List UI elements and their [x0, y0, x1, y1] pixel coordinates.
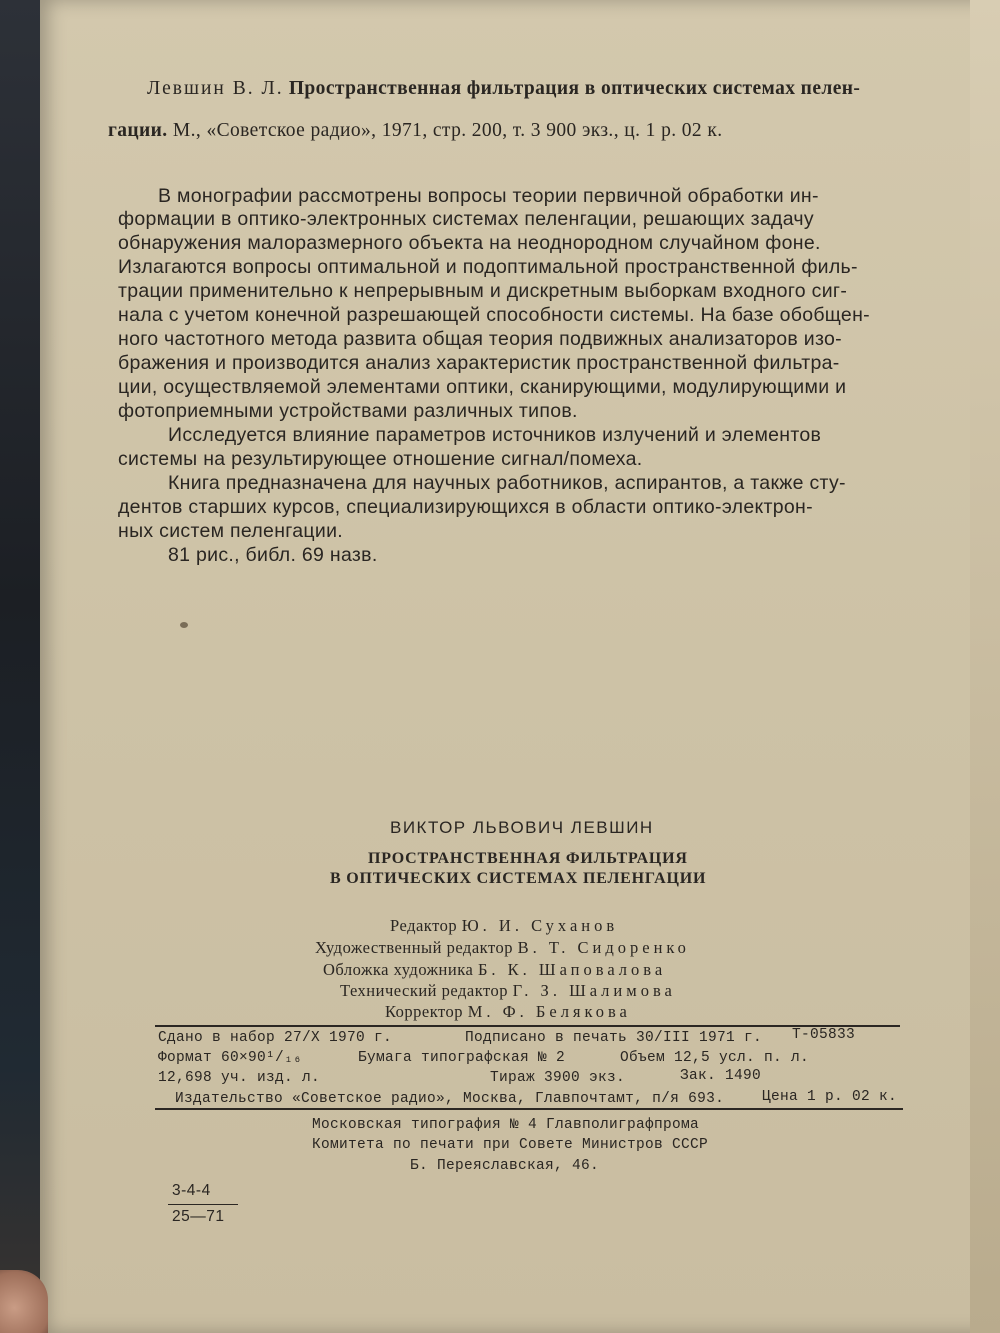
biblio-title: Пространственная фильтрация в оптических системах пелен-: [288, 78, 861, 99]
imprint-paper: Бумага типографская № 2: [358, 1050, 566, 1066]
printer-line-3: Б. Переяславская, 46.: [410, 1158, 600, 1174]
credit-role: Технический редактор: [340, 981, 508, 1000]
printer-line-1: Московская типография № 4 Главполиграфпрома: [312, 1117, 700, 1133]
paper-speck: [180, 622, 188, 628]
abstract-line: Излагаются вопросы оптимальной и подоптимальной пространственной филь-: [118, 256, 858, 278]
credit-name: Г. З. Шалимова: [512, 981, 676, 1000]
index-code-divider: [168, 1204, 238, 1205]
imprint-volume: Объем 12,5 усл. п. л.: [620, 1050, 810, 1066]
abstract-line: формации в оптико-электронных системах пеленгации, решающих задачу: [118, 208, 814, 230]
credit-role: Обложка художника: [323, 960, 474, 979]
imprint-signed: Подписано в печать 30/III 1971 г.: [465, 1030, 763, 1046]
index-code-top: 3-4-4: [172, 1182, 211, 1199]
colophon-title-line1: ПРОСТРАНСТВЕННАЯ ФИЛЬТРАЦИЯ: [368, 850, 688, 867]
credit-role: Художественный редактор: [315, 938, 513, 957]
abstract-line: 81 рис., библ. 69 назв.: [168, 544, 378, 566]
imprint-order: Зак. 1490: [680, 1068, 762, 1084]
credit-art-editor: [315, 938, 690, 958]
credit-proofreader: [385, 1002, 631, 1022]
colophon-author: ВИКТОР ЛЬВОВИЧ ЛЕВШИН: [390, 818, 654, 837]
credit-name: Б. К. Шаповалова: [477, 960, 667, 979]
imprint-permit: Т-05833: [792, 1027, 856, 1043]
imprint-publisher: Издательство «Советское радио», Москва, Главпочтамт, п/я 693.: [175, 1091, 725, 1107]
abstract-line: фотоприемными устройствами различных типов.: [118, 400, 578, 422]
abstract-line: нала с учетом конечной разрешающей способности системы. На базе обобщен-: [118, 304, 870, 326]
credit-role: Редактор: [390, 916, 458, 935]
abstract-line: ного частотного метода развита общая теория подвижных анализаторов изо-: [118, 328, 842, 350]
imprint-print-run: Тираж 3900 экз.: [490, 1070, 626, 1086]
biblio-author: Левшин В. Л.: [147, 78, 284, 99]
credit-editor: [390, 916, 618, 936]
abstract-line: ных систем пеленгации.: [118, 520, 343, 542]
colophon-title-line2: В ОПТИЧЕСКИХ СИСТЕМАХ ПЕЛЕНГАЦИИ: [330, 870, 707, 887]
credit-name: М. Ф. Белякова: [467, 1002, 631, 1021]
abstract-line: обнаружения малоразмерного объекта на неоднородном случайном фоне.: [118, 232, 821, 254]
abstract-line: В монографии рассмотрены вопросы теории первичной обработки ин-: [158, 185, 819, 207]
credit-technical-editor: [340, 981, 676, 1001]
imprint-price: Цена 1 р. 02 к.: [762, 1089, 898, 1105]
index-code-bottom: 25—71: [172, 1208, 225, 1225]
biblio-line-1: [147, 78, 860, 100]
printer-line-2: Комитета по печати при Совете Министров СССР: [312, 1137, 709, 1153]
biblio-line-2: [108, 120, 723, 142]
imprint-submitted: Сдано в набор 27/X 1970 г.: [158, 1030, 393, 1046]
abstract-line: ции, осуществляемой элементами оптики, сканирующими, модулирующими и: [118, 376, 847, 398]
imprint-format: Формат 60×90¹/₁₆: [158, 1050, 303, 1066]
abstract-line: Исследуется влияние параметров источников излучений и элементов: [168, 424, 822, 446]
imprint-rule-bottom: [155, 1108, 903, 1110]
credit-role: Корректор: [385, 1002, 464, 1021]
abstract-line: трации применительно к непрерывным и дискретным выборкам входного сиг-: [118, 280, 848, 302]
biblio-details: М., «Советское радио», 1971, стр. 200, т. 3 900 экз., ц. 1 р. 02 к.: [172, 120, 723, 141]
abstract-line: системы на результирующее отношение сигнал/помеха.: [118, 448, 643, 470]
next-page-edge: [970, 0, 1000, 1333]
abstract-line: Книга предназначена для научных работников, аспирантов, а также сту-: [168, 472, 846, 494]
imprint-rule-top: [155, 1025, 900, 1027]
biblio-title-end: гации.: [108, 120, 168, 141]
credit-name: Ю. И. Суханов: [461, 916, 619, 935]
credit-name: В. Т. Сидоренко: [517, 938, 690, 957]
abstract-line: бражения и производится анализ характеристик пространственной фильтра-: [118, 352, 840, 374]
abstract-line: дентов старших курсов, специализирующихся в области оптико-электрон-: [118, 496, 813, 518]
imprint-edition-sheets: 12,698 уч. изд. л.: [158, 1070, 321, 1086]
book-page: [40, 0, 985, 1333]
credit-cover-artist: [323, 960, 666, 980]
